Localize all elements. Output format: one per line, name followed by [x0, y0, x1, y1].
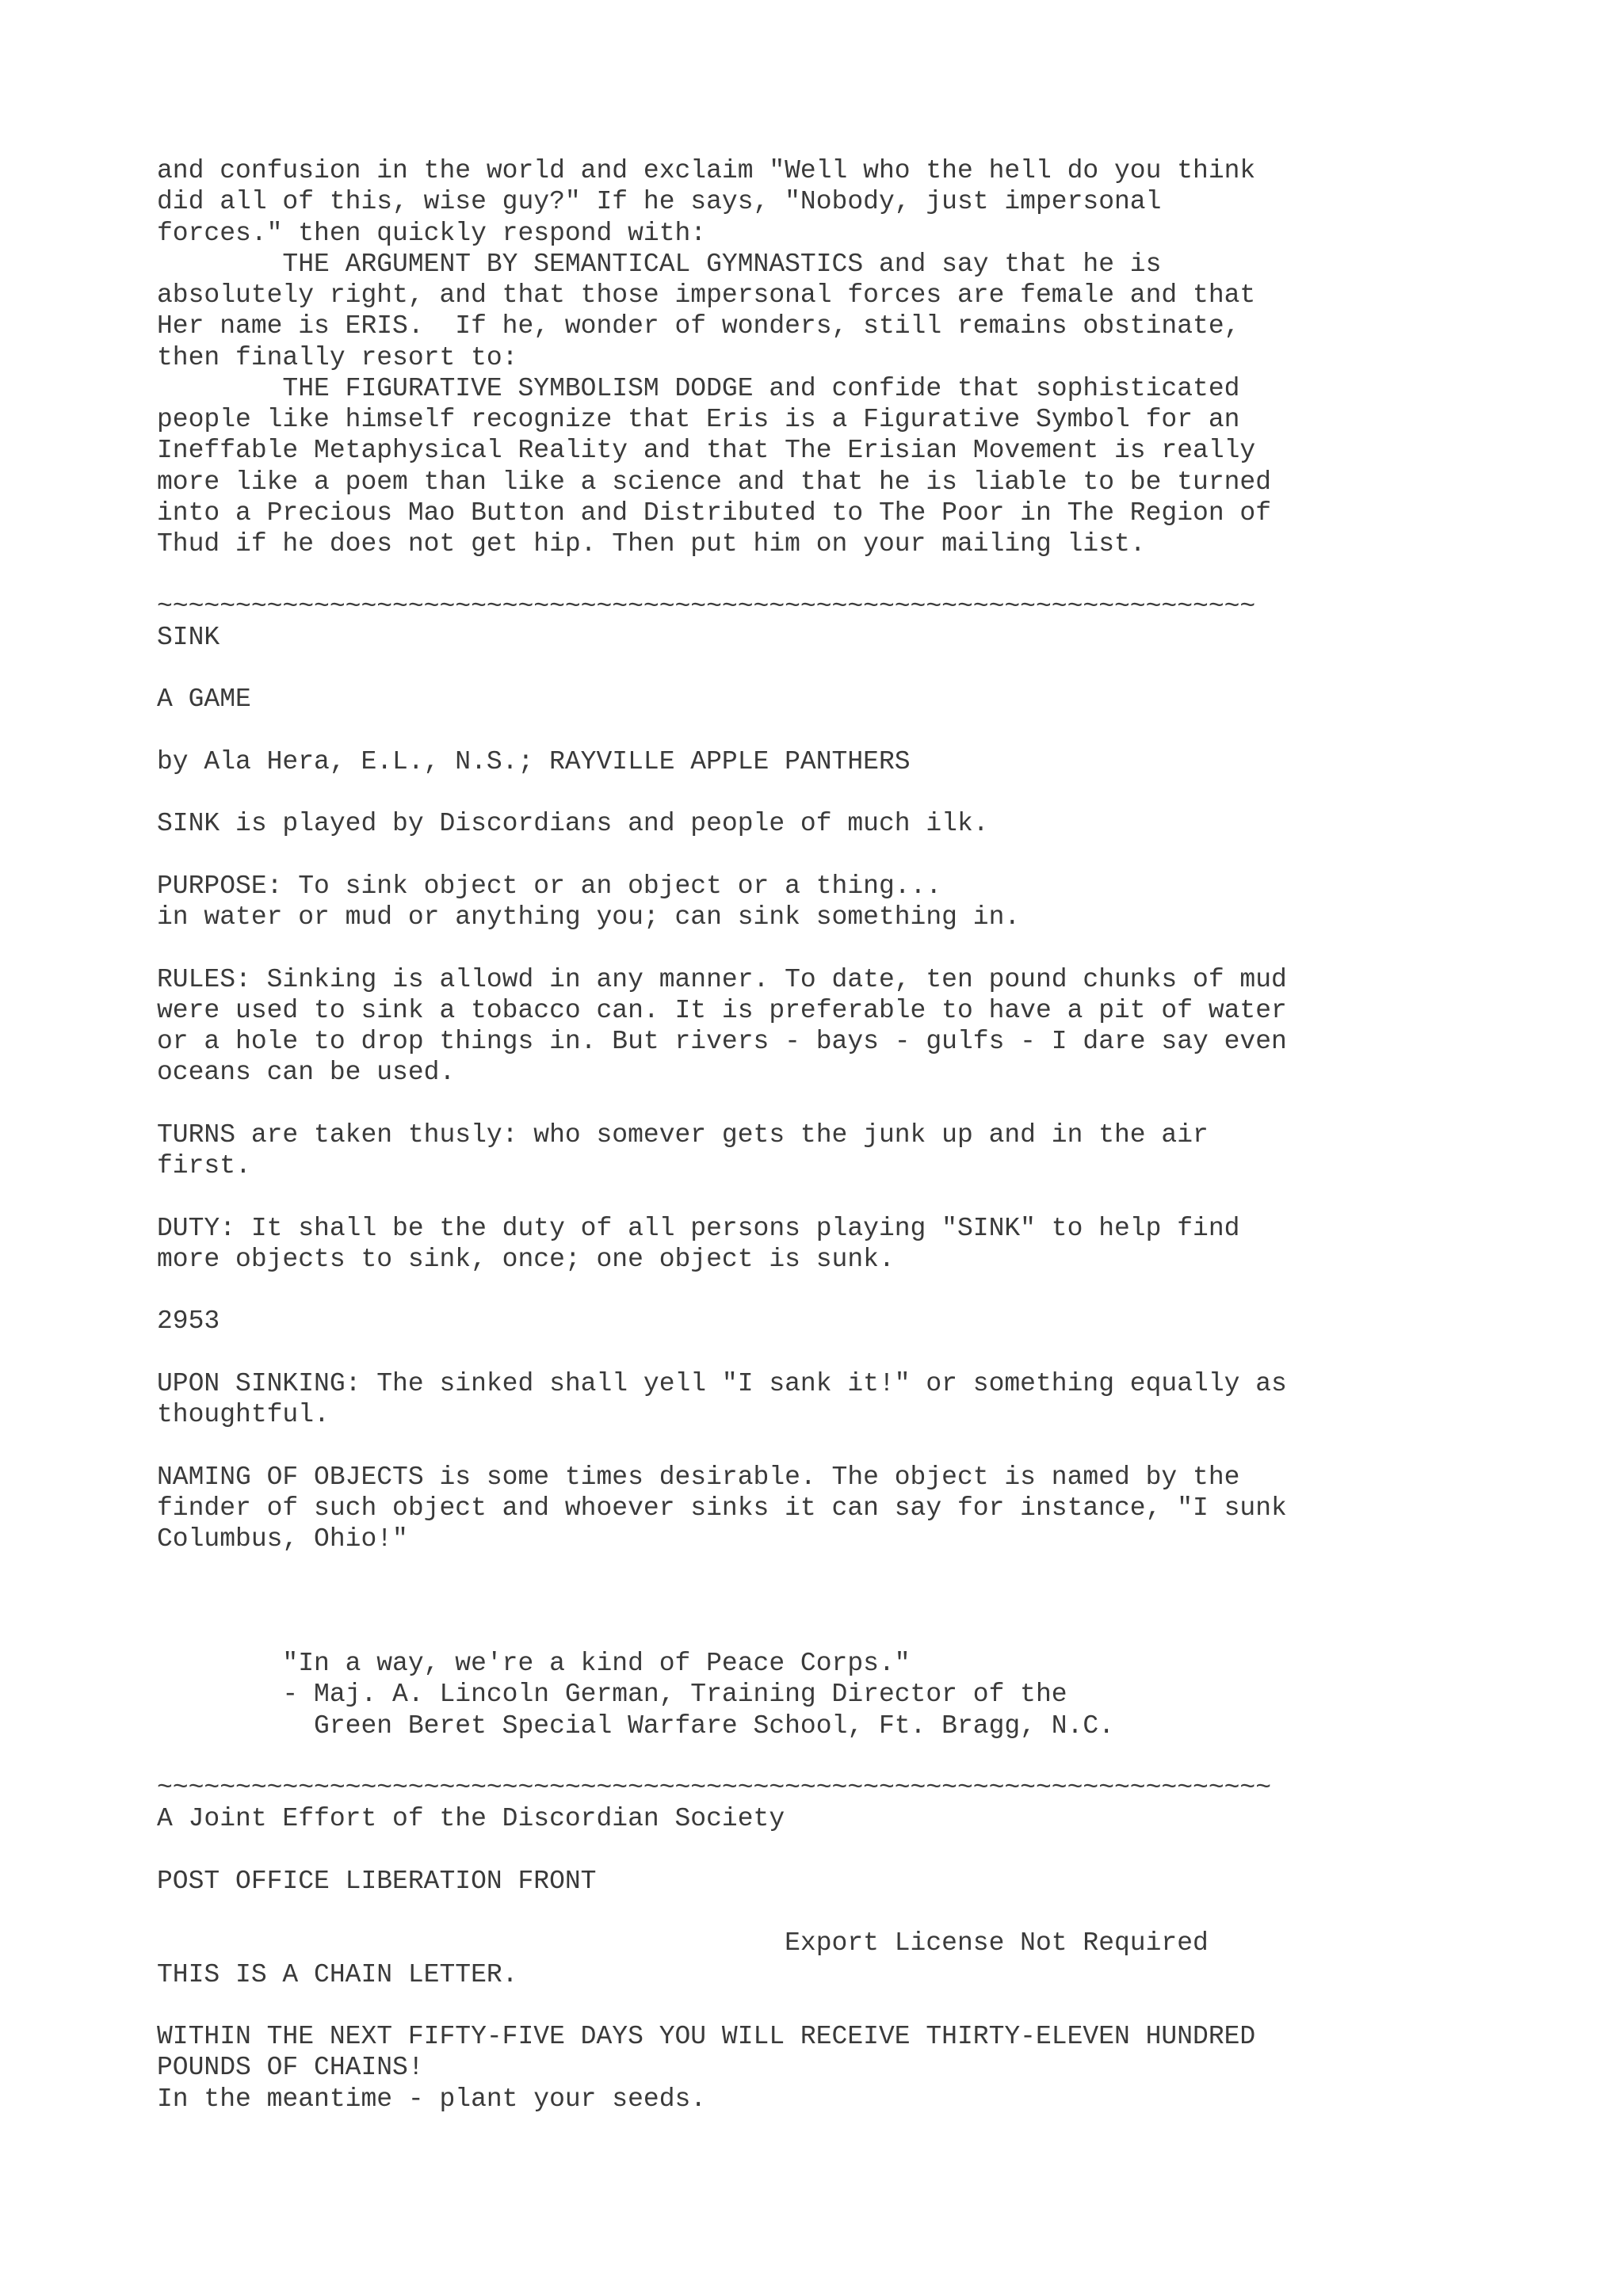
text-line: UPON SINKING: The sinked shall yell "I sank it!" or something equally as — [157, 1368, 1287, 1398]
text-line: Columbus, Ohio!" — [157, 1524, 408, 1554]
document-text — [157, 155, 1583, 2115]
text-line: more objects to sink, once; one object is sunk. — [157, 1244, 895, 1274]
text-line: in water or mud or anything you; can sink something in. — [157, 902, 1021, 932]
blank-line — [157, 1586, 1583, 1617]
text-line: were used to sink a tobacco can. It is preferable to have a pit of water — [157, 995, 1287, 1025]
text-line: NAMING OF OBJECTS is some times desirable. The object is named by the — [157, 1462, 1240, 1492]
text-line: then finally resort to: — [157, 342, 518, 372]
blank-line — [157, 653, 1583, 684]
blank-line — [157, 559, 1583, 590]
section-title: A Joint Effort of the Discordian Society — [157, 1804, 785, 1834]
blank-line — [157, 1741, 1583, 1772]
text-line: absolutely right, and that those impersonal forces are female and that — [157, 280, 1256, 310]
section-divider: ~~~~~~~~~~~~~~~~~~~~~~~~~~~~~~~~~~~~~~~~~~~~~~~~~~~~~~~~~~~~~~~~~~~~~~~ — [157, 1773, 1272, 1802]
byline: by Ala Hera, E.L., N.S.; RAYVILLE APPLE PANTHERS — [157, 746, 911, 776]
blank-line — [157, 1835, 1583, 1866]
text-line: In the meantime - plant your seeds. — [157, 2084, 707, 2114]
text-line: forces." then quickly respond with: — [157, 218, 707, 248]
text-line: POUNDS OF CHAINS! — [157, 2053, 424, 2083]
blank-line — [157, 1617, 1583, 1648]
text-line: Thud if he does not get hip. Then put him on your mailing list. — [157, 529, 1146, 559]
text-line: people like himself recognize that Eris is a Figurative Symbol for an — [157, 405, 1240, 434]
text-line: oceans can be used. — [157, 1058, 456, 1088]
text-line: WITHIN THE NEXT FIFTY-FIVE DAYS YOU WILL RECEIVE THIRTY-ELEVEN HUNDRED — [157, 2022, 1256, 2051]
text-line: Her name is ERIS. If he, wonder of wonders, still remains obstinate, — [157, 311, 1240, 341]
text-line: first. — [157, 1151, 251, 1180]
text-line: or a hole to drop things in. But rivers - bays - gulfs - I dare say even — [157, 1027, 1287, 1056]
page-number: 2953 — [157, 1306, 220, 1337]
section-divider: ~~~~~~~~~~~~~~~~~~~~~~~~~~~~~~~~~~~~~~~~~~~~~~~~~~~~~~~~~~~~~~~~~~~~~~ — [157, 591, 1256, 621]
text-line: PURPOSE: To sink object or an object or a thing... — [157, 871, 942, 901]
blank-line — [157, 1897, 1583, 1928]
blank-line — [157, 1430, 1583, 1461]
text-line: Ineffable Metaphysical Reality and that The Erisian Movement is really — [157, 436, 1256, 466]
text-line: Export License Not Required — [157, 1928, 1209, 1958]
text-line: thoughtful. — [157, 1400, 330, 1429]
blank-line — [157, 1089, 1583, 1119]
blank-line — [157, 1337, 1583, 1368]
text-line: did all of this, wise guy?" If he says, "Nobody, just impersonal — [157, 187, 1162, 217]
text-line: into a Precious Mao Button and Distributed to The Poor in The Region of — [157, 498, 1272, 528]
text-line: SINK is played by Discordians and people of much ilk. — [157, 809, 989, 839]
blank-line — [157, 840, 1583, 871]
blank-line — [157, 777, 1583, 808]
quote-attribution: Green Beret Special Warfare School, Ft. Bragg, N.C. — [157, 1711, 1114, 1741]
blank-line — [157, 1554, 1583, 1585]
text-line: THIS IS A CHAIN LETTER. — [157, 1959, 518, 1989]
blank-line — [157, 715, 1583, 746]
section-title: SINK — [157, 622, 220, 652]
quote-line: "In a way, we're a kind of Peace Corps." — [157, 1649, 911, 1678]
text-line: finder of such object and whoever sinks it can say for instance, "I sunk — [157, 1493, 1287, 1523]
blank-line — [157, 1275, 1583, 1306]
text-line: more like a poem than like a science and that he is liable to be turned — [157, 467, 1272, 497]
section-heading: POST OFFICE LIBERATION FRONT — [157, 1866, 597, 1896]
blank-line — [157, 933, 1583, 963]
text-line: THE FIGURATIVE SYMBOLISM DODGE and confide that sophisticated — [157, 373, 1240, 403]
section-subtitle: A GAME — [157, 685, 251, 715]
blank-line — [157, 1181, 1583, 1212]
text-line: RULES: Sinking is allowd in any manner. To date, ten pound chunks of mud — [157, 964, 1287, 994]
text-line: THE ARGUMENT BY SEMANTICAL GYMNASTICS and say that he is — [157, 249, 1162, 279]
text-line: and confusion in the world and exclaim "Well who the hell do you think — [157, 156, 1256, 185]
quote-attribution: - Maj. A. Lincoln German, Training Director of the — [157, 1680, 1067, 1710]
text-line: DUTY: It shall be the duty of all persons playing "SINK" to help find — [157, 1213, 1240, 1243]
blank-line — [157, 1990, 1583, 2021]
text-line: TURNS are taken thusly: who somever gets the junk up and in the air — [157, 1119, 1209, 1150]
